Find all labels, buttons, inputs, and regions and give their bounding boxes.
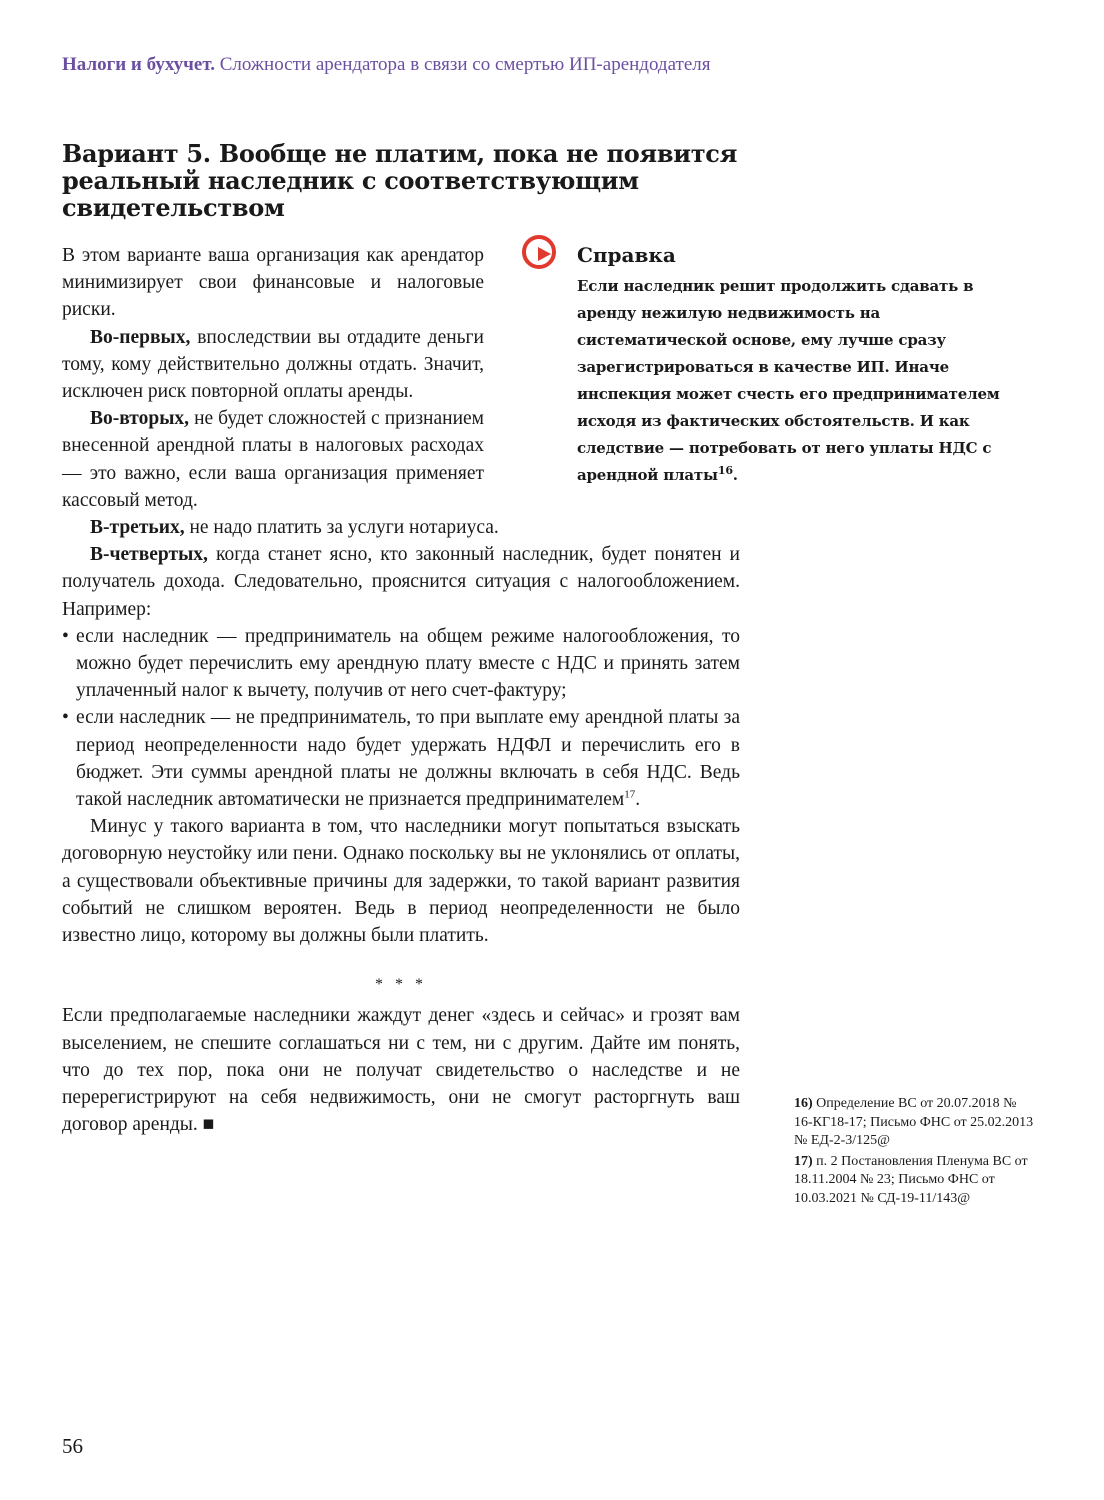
footnote-number: 16) [794,1096,813,1111]
reference-text: Если наследник решит продолжить сдавать в аренду нежилую недвижимость на систематической основе, ему лучше сразу зарегистрироваться в качестве ИП. Иначе инспекция может счесть его предпринимателем исходя из фактических обстоятельств. И как следствие — потребовать от него уплаты НДС с арендной платы$^{16}$. [577,277,1000,484]
paragraph [62,541,740,623]
footnote-ref[interactable]: 16 [717,464,733,477]
paragraph-text: не надо платить за услуги нотариуса. [184,517,499,539]
paragraph [62,514,740,541]
reference-heading: Справка [577,243,676,267]
paragraph: В этом варианте ваша организация как арендатор минимизирует свои финансовые и налоговые риски. [62,245,484,321]
paragraph-text: когда станет ясно, кто законный наследник, будет понятен и получатель дохода. Следовательно, прояснится ситуация с налогообложением. Например: [62,544,740,620]
list-item: • если наследник — не предприниматель, то при выплате ему арендной платы за период неопределенности надо будет удержать НДФЛ и перечислить его в бюджет. Эти суммы арендной платы не должны включать в себя НДС. Ведь такой наследник автоматически не признается предпринимателем$^{17}$. [62,704,740,813]
reference-body: Если наследник решит продолжить сдавать в аренду нежилую недвижимость на систематической основе, ему лучше сразу зарегистрироваться в качестве ИП. Иначе инспекция может счесть его предпринимателем исходя из фактических обстоятельств. И как следствие — потребовать от него уплаты НДС с арендной платы [577,277,1000,484]
lead-in: В-третьих, [90,517,185,539]
separator: * * * [375,976,427,994]
footnote-text: п. 2 Постановления Пленума ВС от 18.11.2004 № 23; Письмо ФНС от 10.03.2021 № СД-19-11/143@ [794,1153,1028,1206]
list-item: • если наследник — предприниматель на общем режиме налогообложения, то можно будет перечислить ему арендную плату вместе с НДС и принять затем уплаченный налог к вычету, получив от него счет-фактуру; [62,623,740,705]
end-mark: ■ [202,1114,215,1136]
list-item-text: если наследник — не предприниматель, то при выплате ему арендной платы за период неопределенности надо будет удержать НДФЛ и перечислить его в бюджет. Эти суммы арендной платы не должны включать в себя НДС. Ведь такой наследник автоматически не признается предпринимателем [76,707,740,811]
paragraph-text: впоследствии вы отдадите деньги тому, кому действительно должны отдать. Значит, исключен риск повторной оплаты аренды. [62,326,484,403]
footnotes [794,1095,1034,1210]
header-section: Налоги и бухучет. [62,54,215,75]
lead-in: Во-первых, [90,326,191,348]
lead-in: Во-вторых, [90,408,190,430]
paragraph-text: не будет сложностей с признанием внесенной арендной платы в налоговых расходах — это важно, если ваша организация применяет кассовый метод. [62,408,484,511]
bullet-list [62,623,740,813]
lead-in: В-четвертых, [90,544,208,566]
footnote-number: 17) [794,1153,813,1169]
footnote-ref[interactable]: 17 [624,788,636,801]
paragraph-text: Если предполагаемые наследники жаждут денег «здесь и сейчас» и грозят вам выселением, не спешите соглашаться ни с тем, ни с другим. Дайте им понять, что до тех пор, пока они не получат свидетельство о наследстве и не перерегистрируют на себя недвижимость, они не смогут расторгнуть ваш договор аренды. [62,1005,740,1136]
paragraph: Минус у такого варианта в том, что наследники могут попытаться взыскать договорную неустойку или пени. Однако поскольку вы не уклонялись от оплаты, а существовали объективные причины для задержки, то такой вариант развития событий не слишком вероятен. Ведь в период неопределенности не было известно лицо, которому вы должны были платить. [62,816,740,947]
running-header [62,54,710,76]
section-title: Вариант 5. Вообще не платим, пока не появится реальный наследник с соответствующим свидетельством [62,139,738,222]
header-subtitle: Сложности арендатора в связи со смертью ИП-арендодателя [219,54,711,75]
play-icon [522,235,556,269]
footnote [794,1095,1034,1151]
footnote [794,1153,1034,1209]
footnote-text: Определение ВС от 20.07.2018 № 16-КГ18-17; Письмо ФНС от 25.02.2013 № ЕД-2-3/125@ [794,1096,1034,1148]
page-number: 56 [62,1434,83,1458]
paragraph [62,1002,740,1138]
